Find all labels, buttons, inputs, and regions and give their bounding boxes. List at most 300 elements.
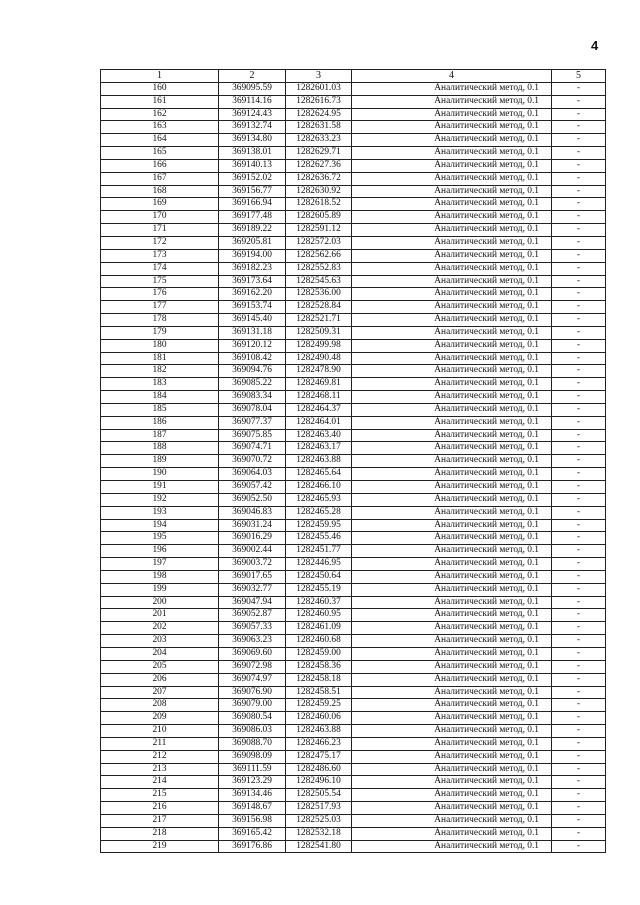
x-coordinate-cell: 369120.12 bbox=[219, 339, 286, 352]
table-row bbox=[101, 699, 606, 712]
method-cell: Аналитический метод, 0.1 bbox=[352, 737, 552, 750]
table-row bbox=[101, 403, 606, 416]
table-row bbox=[101, 134, 606, 147]
method-cell: Аналитический метод, 0.1 bbox=[352, 519, 552, 532]
y-coordinate-cell: 1282618.52 bbox=[286, 198, 352, 211]
x-coordinate-cell: 369153.74 bbox=[219, 301, 286, 314]
description-cell: - bbox=[552, 596, 606, 609]
point-number-cell: 204 bbox=[101, 647, 219, 660]
method-cell: Аналитический метод, 0.1 bbox=[352, 288, 552, 301]
x-coordinate-cell: 369189.22 bbox=[219, 224, 286, 237]
table-row bbox=[101, 249, 606, 262]
x-coordinate-cell: 369134.80 bbox=[219, 134, 286, 147]
table-row bbox=[101, 647, 606, 660]
y-coordinate-cell: 1282505.54 bbox=[286, 789, 352, 802]
point-number-cell: 176 bbox=[101, 288, 219, 301]
method-cell: Аналитический метод, 0.1 bbox=[352, 455, 552, 468]
table-row bbox=[101, 326, 606, 339]
point-number-cell: 177 bbox=[101, 301, 219, 314]
table-row bbox=[101, 198, 606, 211]
point-number-cell: 191 bbox=[101, 481, 219, 494]
method-cell: Аналитический метод, 0.1 bbox=[352, 352, 552, 365]
description-cell: - bbox=[552, 686, 606, 699]
x-coordinate-cell: 369165.42 bbox=[219, 827, 286, 840]
description-cell: - bbox=[552, 326, 606, 339]
method-cell: Аналитический метод, 0.1 bbox=[352, 262, 552, 275]
y-coordinate-cell: 1282616.73 bbox=[286, 95, 352, 108]
y-coordinate-cell: 1282459.00 bbox=[286, 647, 352, 660]
description-cell: - bbox=[552, 673, 606, 686]
y-coordinate-cell: 1282525.03 bbox=[286, 814, 352, 827]
description-cell: - bbox=[552, 198, 606, 211]
description-cell: - bbox=[552, 429, 606, 442]
y-coordinate-cell: 1282629.71 bbox=[286, 147, 352, 160]
y-coordinate-cell: 1282458.18 bbox=[286, 673, 352, 686]
description-cell: - bbox=[552, 776, 606, 789]
method-cell: Аналитический метод, 0.1 bbox=[352, 802, 552, 815]
description-cell: - bbox=[552, 802, 606, 815]
point-number-cell: 195 bbox=[101, 532, 219, 545]
point-number-cell: 166 bbox=[101, 159, 219, 172]
table-row bbox=[101, 365, 606, 378]
column-header-method: 4 bbox=[352, 70, 552, 83]
description-cell: - bbox=[552, 185, 606, 198]
description-cell: - bbox=[552, 583, 606, 596]
table-row bbox=[101, 493, 606, 506]
point-number-cell: 198 bbox=[101, 570, 219, 583]
description-cell: - bbox=[552, 814, 606, 827]
table-row bbox=[101, 583, 606, 596]
description-cell: - bbox=[552, 172, 606, 185]
method-cell: Аналитический метод, 0.1 bbox=[352, 635, 552, 648]
description-cell: - bbox=[552, 750, 606, 763]
y-coordinate-cell: 1282528.84 bbox=[286, 301, 352, 314]
x-coordinate-cell: 369114.16 bbox=[219, 95, 286, 108]
y-coordinate-cell: 1282478.90 bbox=[286, 365, 352, 378]
y-coordinate-cell: 1282463.88 bbox=[286, 455, 352, 468]
point-number-cell: 163 bbox=[101, 121, 219, 134]
x-coordinate-cell: 369145.40 bbox=[219, 314, 286, 327]
point-number-cell: 214 bbox=[101, 776, 219, 789]
method-cell: Аналитический метод, 0.1 bbox=[352, 609, 552, 622]
point-number-cell: 202 bbox=[101, 622, 219, 635]
y-coordinate-cell: 1282458.51 bbox=[286, 686, 352, 699]
method-cell: Аналитический метод, 0.1 bbox=[352, 725, 552, 738]
x-coordinate-cell: 369032.77 bbox=[219, 583, 286, 596]
point-number-cell: 174 bbox=[101, 262, 219, 275]
y-coordinate-cell: 1282572.03 bbox=[286, 236, 352, 249]
y-coordinate-cell: 1282463.17 bbox=[286, 442, 352, 455]
y-coordinate-cell: 1282465.93 bbox=[286, 493, 352, 506]
y-coordinate-cell: 1282591.12 bbox=[286, 224, 352, 237]
description-cell: - bbox=[552, 519, 606, 532]
description-cell: - bbox=[552, 108, 606, 121]
x-coordinate-cell: 369047.94 bbox=[219, 596, 286, 609]
method-cell: Аналитический метод, 0.1 bbox=[352, 249, 552, 262]
method-cell: Аналитический метод, 0.1 bbox=[352, 403, 552, 416]
point-number-cell: 218 bbox=[101, 827, 219, 840]
point-number-cell: 188 bbox=[101, 442, 219, 455]
description-cell: - bbox=[552, 660, 606, 673]
method-cell: Аналитический метод, 0.1 bbox=[352, 314, 552, 327]
point-number-cell: 189 bbox=[101, 455, 219, 468]
description-cell: - bbox=[552, 609, 606, 622]
x-coordinate-cell: 369074.97 bbox=[219, 673, 286, 686]
x-coordinate-cell: 369076.90 bbox=[219, 686, 286, 699]
method-cell: Аналитический метод, 0.1 bbox=[352, 391, 552, 404]
point-number-cell: 190 bbox=[101, 468, 219, 481]
method-cell: Аналитический метод, 0.1 bbox=[352, 326, 552, 339]
y-coordinate-cell: 1282465.28 bbox=[286, 506, 352, 519]
column-header-point-number: 1 bbox=[101, 70, 219, 83]
description-cell: - bbox=[552, 365, 606, 378]
table-row bbox=[101, 840, 606, 853]
table-row bbox=[101, 686, 606, 699]
point-number-cell: 200 bbox=[101, 596, 219, 609]
description-cell: - bbox=[552, 763, 606, 776]
table-row bbox=[101, 262, 606, 275]
method-cell: Аналитический метод, 0.1 bbox=[352, 558, 552, 571]
table-row bbox=[101, 725, 606, 738]
method-cell: Аналитический метод, 0.1 bbox=[352, 750, 552, 763]
x-coordinate-cell: 369016.29 bbox=[219, 532, 286, 545]
x-coordinate-cell: 369083.34 bbox=[219, 391, 286, 404]
y-coordinate-cell: 1282624.95 bbox=[286, 108, 352, 121]
y-coordinate-cell: 1282536.00 bbox=[286, 288, 352, 301]
method-cell: Аналитический метод, 0.1 bbox=[352, 224, 552, 237]
x-coordinate-cell: 369134.46 bbox=[219, 789, 286, 802]
y-coordinate-cell: 1282517.93 bbox=[286, 802, 352, 815]
description-cell: - bbox=[552, 493, 606, 506]
table-row bbox=[101, 660, 606, 673]
point-number-cell: 197 bbox=[101, 558, 219, 571]
point-number-cell: 212 bbox=[101, 750, 219, 763]
description-cell: - bbox=[552, 737, 606, 750]
point-number-cell: 178 bbox=[101, 314, 219, 327]
x-coordinate-cell: 369205.81 bbox=[219, 236, 286, 249]
x-coordinate-cell: 369069.60 bbox=[219, 647, 286, 660]
description-cell: - bbox=[552, 95, 606, 108]
description-cell: - bbox=[552, 159, 606, 172]
y-coordinate-cell: 1282464.01 bbox=[286, 416, 352, 429]
table-row bbox=[101, 416, 606, 429]
y-coordinate-cell: 1282460.06 bbox=[286, 712, 352, 725]
table-row bbox=[101, 378, 606, 391]
method-cell: Аналитический метод, 0.1 bbox=[352, 827, 552, 840]
point-number-cell: 207 bbox=[101, 686, 219, 699]
description-cell: - bbox=[552, 275, 606, 288]
point-number-cell: 213 bbox=[101, 763, 219, 776]
table-row bbox=[101, 789, 606, 802]
y-coordinate-cell: 1282630.92 bbox=[286, 185, 352, 198]
point-number-cell: 169 bbox=[101, 198, 219, 211]
x-coordinate-cell: 369075.85 bbox=[219, 429, 286, 442]
point-number-cell: 185 bbox=[101, 403, 219, 416]
x-coordinate-cell: 369077.37 bbox=[219, 416, 286, 429]
y-coordinate-cell: 1282631.58 bbox=[286, 121, 352, 134]
table-row bbox=[101, 814, 606, 827]
point-number-cell: 209 bbox=[101, 712, 219, 725]
x-coordinate-cell: 369003.72 bbox=[219, 558, 286, 571]
description-cell: - bbox=[552, 262, 606, 275]
point-number-cell: 184 bbox=[101, 391, 219, 404]
method-cell: Аналитический метод, 0.1 bbox=[352, 121, 552, 134]
column-header-x: 2 bbox=[219, 70, 286, 83]
x-coordinate-cell: 369088.70 bbox=[219, 737, 286, 750]
x-coordinate-cell: 369094.76 bbox=[219, 365, 286, 378]
table-row bbox=[101, 802, 606, 815]
description-cell: - bbox=[552, 712, 606, 725]
method-cell: Аналитический метод, 0.1 bbox=[352, 339, 552, 352]
description-cell: - bbox=[552, 647, 606, 660]
point-number-cell: 183 bbox=[101, 378, 219, 391]
point-number-cell: 210 bbox=[101, 725, 219, 738]
x-coordinate-cell: 369182.23 bbox=[219, 262, 286, 275]
point-number-cell: 182 bbox=[101, 365, 219, 378]
y-coordinate-cell: 1282636.72 bbox=[286, 172, 352, 185]
description-cell: - bbox=[552, 699, 606, 712]
description-cell: - bbox=[552, 378, 606, 391]
point-number-cell: 193 bbox=[101, 506, 219, 519]
y-coordinate-cell: 1282545.63 bbox=[286, 275, 352, 288]
y-coordinate-cell: 1282633.23 bbox=[286, 134, 352, 147]
y-coordinate-cell: 1282464.37 bbox=[286, 403, 352, 416]
description-cell: - bbox=[552, 622, 606, 635]
y-coordinate-cell: 1282475.17 bbox=[286, 750, 352, 763]
y-coordinate-cell: 1282562.66 bbox=[286, 249, 352, 262]
y-coordinate-cell: 1282455.19 bbox=[286, 583, 352, 596]
y-coordinate-cell: 1282459.95 bbox=[286, 519, 352, 532]
x-coordinate-cell: 369132.74 bbox=[219, 121, 286, 134]
table-row bbox=[101, 108, 606, 121]
method-cell: Аналитический метод, 0.1 bbox=[352, 660, 552, 673]
point-number-cell: 217 bbox=[101, 814, 219, 827]
x-coordinate-cell: 369166.94 bbox=[219, 198, 286, 211]
method-cell: Аналитический метод, 0.1 bbox=[352, 481, 552, 494]
y-coordinate-cell: 1282458.36 bbox=[286, 660, 352, 673]
x-coordinate-cell: 369152.02 bbox=[219, 172, 286, 185]
x-coordinate-cell: 369078.04 bbox=[219, 403, 286, 416]
method-cell: Аналитический метод, 0.1 bbox=[352, 378, 552, 391]
x-coordinate-cell: 369098.09 bbox=[219, 750, 286, 763]
y-coordinate-cell: 1282509.31 bbox=[286, 326, 352, 339]
y-coordinate-cell: 1282460.37 bbox=[286, 596, 352, 609]
method-cell: Аналитический метод, 0.1 bbox=[352, 236, 552, 249]
description-cell: - bbox=[552, 288, 606, 301]
table-row bbox=[101, 776, 606, 789]
method-cell: Аналитический метод, 0.1 bbox=[352, 198, 552, 211]
x-coordinate-cell: 369124.43 bbox=[219, 108, 286, 121]
point-number-cell: 206 bbox=[101, 673, 219, 686]
x-coordinate-cell: 369138.01 bbox=[219, 147, 286, 160]
y-coordinate-cell: 1282461.09 bbox=[286, 622, 352, 635]
x-coordinate-cell: 369173.64 bbox=[219, 275, 286, 288]
point-number-cell: 172 bbox=[101, 236, 219, 249]
x-coordinate-cell: 369064.03 bbox=[219, 468, 286, 481]
method-cell: Аналитический метод, 0.1 bbox=[352, 159, 552, 172]
point-number-cell: 179 bbox=[101, 326, 219, 339]
y-coordinate-cell: 1282463.40 bbox=[286, 429, 352, 442]
x-coordinate-cell: 369052.50 bbox=[219, 493, 286, 506]
table-row bbox=[101, 288, 606, 301]
table-row bbox=[101, 224, 606, 237]
table-row bbox=[101, 763, 606, 776]
description-cell: - bbox=[552, 403, 606, 416]
point-number-cell: 165 bbox=[101, 147, 219, 160]
table-row bbox=[101, 712, 606, 725]
description-cell: - bbox=[552, 506, 606, 519]
x-coordinate-cell: 369108.42 bbox=[219, 352, 286, 365]
method-cell: Аналитический метод, 0.1 bbox=[352, 647, 552, 660]
coordinates-table bbox=[100, 69, 606, 853]
description-cell: - bbox=[552, 339, 606, 352]
table-row bbox=[101, 314, 606, 327]
y-coordinate-cell: 1282605.89 bbox=[286, 211, 352, 224]
table-header bbox=[101, 70, 606, 83]
y-coordinate-cell: 1282460.68 bbox=[286, 635, 352, 648]
table-row bbox=[101, 339, 606, 352]
table-row bbox=[101, 609, 606, 622]
y-coordinate-cell: 1282463.88 bbox=[286, 725, 352, 738]
x-coordinate-cell: 369177.48 bbox=[219, 211, 286, 224]
method-cell: Аналитический метод, 0.1 bbox=[352, 493, 552, 506]
column-header-y: 3 bbox=[286, 70, 352, 83]
method-cell: Аналитический метод, 0.1 bbox=[352, 82, 552, 95]
method-cell: Аналитический метод, 0.1 bbox=[352, 108, 552, 121]
point-number-cell: 173 bbox=[101, 249, 219, 262]
x-coordinate-cell: 369162.20 bbox=[219, 288, 286, 301]
description-cell: - bbox=[552, 468, 606, 481]
table-row bbox=[101, 275, 606, 288]
description-cell: - bbox=[552, 840, 606, 853]
description-cell: - bbox=[552, 121, 606, 134]
table-row bbox=[101, 159, 606, 172]
method-cell: Аналитический метод, 0.1 bbox=[352, 301, 552, 314]
x-coordinate-cell: 369063.23 bbox=[219, 635, 286, 648]
method-cell: Аналитический метод, 0.1 bbox=[352, 211, 552, 224]
method-cell: Аналитический метод, 0.1 bbox=[352, 95, 552, 108]
point-number-cell: 181 bbox=[101, 352, 219, 365]
table-row bbox=[101, 506, 606, 519]
method-cell: Аналитический метод, 0.1 bbox=[352, 712, 552, 725]
table-row bbox=[101, 147, 606, 160]
point-number-cell: 164 bbox=[101, 134, 219, 147]
description-cell: - bbox=[552, 134, 606, 147]
method-cell: Аналитический метод, 0.1 bbox=[352, 365, 552, 378]
x-coordinate-cell: 369074.71 bbox=[219, 442, 286, 455]
x-coordinate-cell: 369057.42 bbox=[219, 481, 286, 494]
x-coordinate-cell: 369031.24 bbox=[219, 519, 286, 532]
description-cell: - bbox=[552, 635, 606, 648]
description-cell: - bbox=[552, 249, 606, 262]
description-cell: - bbox=[552, 416, 606, 429]
point-number-cell: 160 bbox=[101, 82, 219, 95]
x-coordinate-cell: 369095.59 bbox=[219, 82, 286, 95]
point-number-cell: 180 bbox=[101, 339, 219, 352]
x-coordinate-cell: 369156.98 bbox=[219, 814, 286, 827]
table-row bbox=[101, 532, 606, 545]
method-cell: Аналитический метод, 0.1 bbox=[352, 185, 552, 198]
description-cell: - bbox=[552, 211, 606, 224]
point-number-cell: 201 bbox=[101, 609, 219, 622]
column-header-description: 5 bbox=[552, 70, 606, 83]
y-coordinate-cell: 1282496.10 bbox=[286, 776, 352, 789]
description-cell: - bbox=[552, 391, 606, 404]
method-cell: Аналитический метод, 0.1 bbox=[352, 429, 552, 442]
point-number-cell: 199 bbox=[101, 583, 219, 596]
point-number-cell: 215 bbox=[101, 789, 219, 802]
point-number-cell: 192 bbox=[101, 493, 219, 506]
table-row bbox=[101, 519, 606, 532]
table-row bbox=[101, 635, 606, 648]
point-number-cell: 161 bbox=[101, 95, 219, 108]
method-cell: Аналитический метод, 0.1 bbox=[352, 673, 552, 686]
method-cell: Аналитический метод, 0.1 bbox=[352, 570, 552, 583]
method-cell: Аналитический метод, 0.1 bbox=[352, 532, 552, 545]
table-row bbox=[101, 236, 606, 249]
x-coordinate-cell: 369085.22 bbox=[219, 378, 286, 391]
x-coordinate-cell: 369140.13 bbox=[219, 159, 286, 172]
point-number-cell: 162 bbox=[101, 108, 219, 121]
y-coordinate-cell: 1282486.60 bbox=[286, 763, 352, 776]
point-number-cell: 203 bbox=[101, 635, 219, 648]
method-cell: Аналитический метод, 0.1 bbox=[352, 416, 552, 429]
description-cell: - bbox=[552, 455, 606, 468]
point-number-cell: 175 bbox=[101, 275, 219, 288]
y-coordinate-cell: 1282601.03 bbox=[286, 82, 352, 95]
point-number-cell: 170 bbox=[101, 211, 219, 224]
y-coordinate-cell: 1282446.95 bbox=[286, 558, 352, 571]
description-cell: - bbox=[552, 789, 606, 802]
description-cell: - bbox=[552, 236, 606, 249]
x-coordinate-cell: 369156.77 bbox=[219, 185, 286, 198]
description-cell: - bbox=[552, 570, 606, 583]
x-coordinate-cell: 369057.33 bbox=[219, 622, 286, 635]
point-number-cell: 219 bbox=[101, 840, 219, 853]
point-number-cell: 196 bbox=[101, 545, 219, 558]
y-coordinate-cell: 1282459.25 bbox=[286, 699, 352, 712]
table-row bbox=[101, 185, 606, 198]
x-coordinate-cell: 369079.00 bbox=[219, 699, 286, 712]
table-row bbox=[101, 429, 606, 442]
y-coordinate-cell: 1282469.81 bbox=[286, 378, 352, 391]
y-coordinate-cell: 1282490.48 bbox=[286, 352, 352, 365]
method-cell: Аналитический метод, 0.1 bbox=[352, 789, 552, 802]
point-number-cell: 216 bbox=[101, 802, 219, 815]
y-coordinate-cell: 1282460.95 bbox=[286, 609, 352, 622]
table-row bbox=[101, 301, 606, 314]
x-coordinate-cell: 369131.18 bbox=[219, 326, 286, 339]
method-cell: Аналитический метод, 0.1 bbox=[352, 686, 552, 699]
point-number-cell: 186 bbox=[101, 416, 219, 429]
y-coordinate-cell: 1282627.36 bbox=[286, 159, 352, 172]
description-cell: - bbox=[552, 827, 606, 840]
x-coordinate-cell: 369123.29 bbox=[219, 776, 286, 789]
table-row bbox=[101, 442, 606, 455]
method-cell: Аналитический метод, 0.1 bbox=[352, 468, 552, 481]
y-coordinate-cell: 1282532.18 bbox=[286, 827, 352, 840]
table-row bbox=[101, 391, 606, 404]
description-cell: - bbox=[552, 545, 606, 558]
method-cell: Аналитический метод, 0.1 bbox=[352, 442, 552, 455]
table-row bbox=[101, 558, 606, 571]
description-cell: - bbox=[552, 532, 606, 545]
y-coordinate-cell: 1282468.11 bbox=[286, 391, 352, 404]
description-cell: - bbox=[552, 147, 606, 160]
point-number-cell: 187 bbox=[101, 429, 219, 442]
y-coordinate-cell: 1282455.46 bbox=[286, 532, 352, 545]
method-cell: Аналитический метод, 0.1 bbox=[352, 506, 552, 519]
